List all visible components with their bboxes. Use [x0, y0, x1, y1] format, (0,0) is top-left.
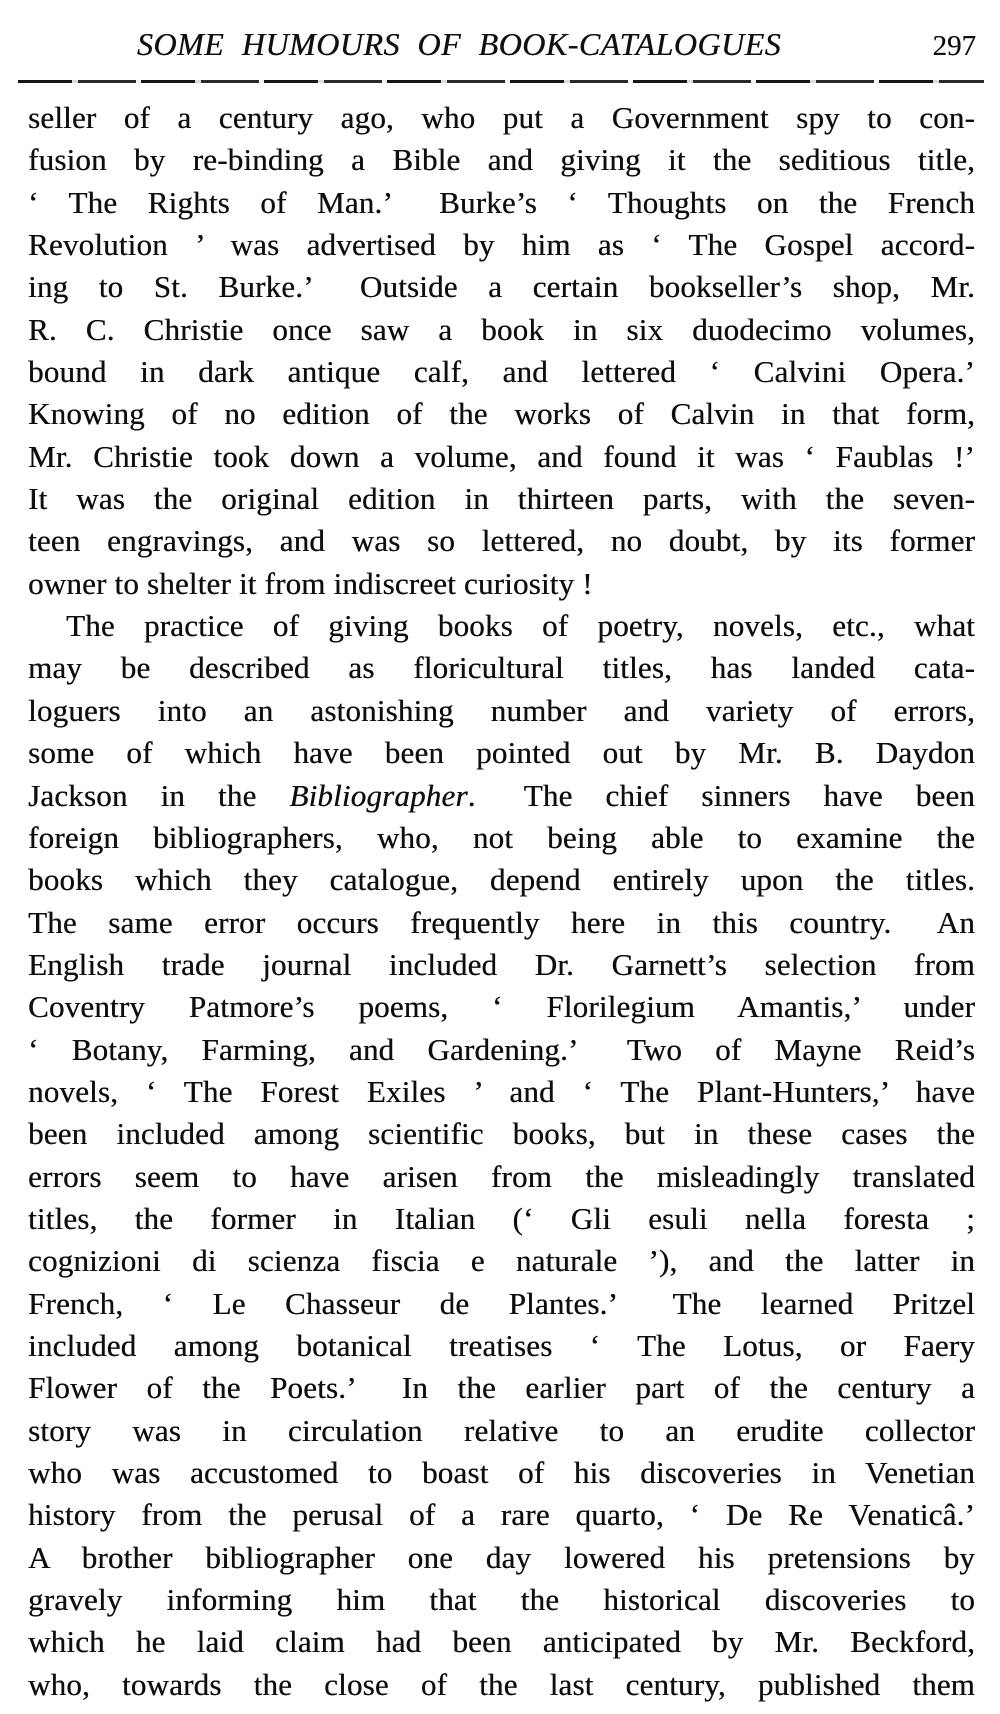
text-line: teen engravings, and was so lettered, no doubt, by its former — [28, 523, 975, 559]
page-number: 297 — [932, 30, 976, 62]
text-line: owner to shelter it from indiscreet curiosity ! — [28, 565, 593, 601]
text-line: books which they catalogue, depend entirely upon the titles. — [28, 862, 975, 898]
text-line: cognizioni di scienza fiscia e naturale ’), and the latter in — [28, 1243, 975, 1279]
text-line: may be described as floricultural titles, has landed cata- — [28, 650, 975, 686]
text-line: errors seem to have arisen from the misleadingly translated — [28, 1158, 975, 1194]
text-line: Revolution ’ was advertised by him as ‘ The Gospel accord- — [28, 227, 975, 263]
text-line: some of which have been pointed out by Mr. B. Daydon — [28, 735, 975, 771]
italic-text: Bibliographer — [289, 777, 468, 813]
text-line: Knowing of no edition of the works of Calvin in that form, — [28, 396, 975, 432]
text-line: history from the perusal of a rare quarto, ‘ De Re Venaticâ.’ — [28, 1497, 975, 1533]
running-title: SOME HUMOURS OF BOOK-CATALOGUES — [136, 26, 782, 62]
text-line: Jackson in the Bibliographer. The chief sinners have been — [28, 777, 975, 813]
text-line: It was the original edition in thirteen parts, with the seven- — [28, 481, 975, 517]
text-line: who, towards the close of the last century, published them — [28, 1666, 975, 1702]
text-line: bound in dark antique calf, and lettered ‘ Calvini Opera.’ — [28, 354, 975, 390]
text-line: loguers into an astonishing number and variety of errors, — [28, 692, 975, 728]
text-line: R. C. Christie once saw a book in six duodecimo volumes, — [28, 311, 975, 347]
paragraph — [28, 605, 975, 1706]
text-line: which he laid claim had been anticipated by Mr. Beckford, — [28, 1624, 975, 1660]
body-text — [28, 97, 975, 1706]
text-line: fusion by re-binding a Bible and giving it the seditious title, — [28, 142, 975, 178]
text-line: gravely informing him that the historical discoveries to — [28, 1582, 975, 1618]
text-line: who was accustomed to boast of his discoveries in Venetian — [28, 1455, 975, 1490]
paragraph — [28, 97, 975, 605]
text-line: The same error occurs frequently here in this country. An — [28, 904, 975, 940]
text-line: Coventry Patmore’s poems, ‘ Florilegium Amantis,’ under — [28, 989, 975, 1025]
page-header — [28, 26, 980, 76]
text-line: The practice of giving books of poetry, novels, etc., what — [66, 608, 975, 644]
text-line: been included among scientific books, but in these cases the — [28, 1116, 975, 1152]
header-rule — [18, 80, 984, 83]
text-line: Flower of the Poets.’ In the earlier part of the century a — [28, 1370, 975, 1406]
text-line: ing to St. Burke.’ Outside a certain bookseller’s shop, Mr. — [28, 269, 975, 305]
text-line: titles, the former in Italian (‘ Gli esuli nella foresta ; — [28, 1200, 975, 1236]
text-line: ‘ Botany, Farming, and Gardening.’ Two of Mayne Reid’s — [28, 1031, 975, 1067]
text-line: seller of a century ago, who put a Government spy to con- — [28, 100, 975, 135]
text-line: novels, ‘ The Forest Exiles ’ and ‘ The Plant-Hunters,’ have — [28, 1073, 975, 1109]
text-line: Mr. Christie took down a volume, and found it was ‘ Faublas !’ — [28, 438, 975, 474]
text-line: French, ‘ Le Chasseur de Plantes.’ The learned Pritzel — [28, 1285, 975, 1321]
text-line: English trade journal included Dr. Garnett’s selection from — [28, 946, 975, 982]
text-line: foreign bibliographers, who, not being able to examine the — [28, 819, 975, 855]
text-line: ‘ The Rights of Man.’ Burke’s ‘ Thoughts on the French — [28, 184, 975, 220]
text-line: story was in circulation relative to an erudite collector — [28, 1412, 975, 1448]
text-line: included among botanical treatises ‘ The Lotus, or Faery — [28, 1327, 975, 1363]
text-line: A brother bibliographer one day lowered his pretensions by — [28, 1539, 975, 1575]
